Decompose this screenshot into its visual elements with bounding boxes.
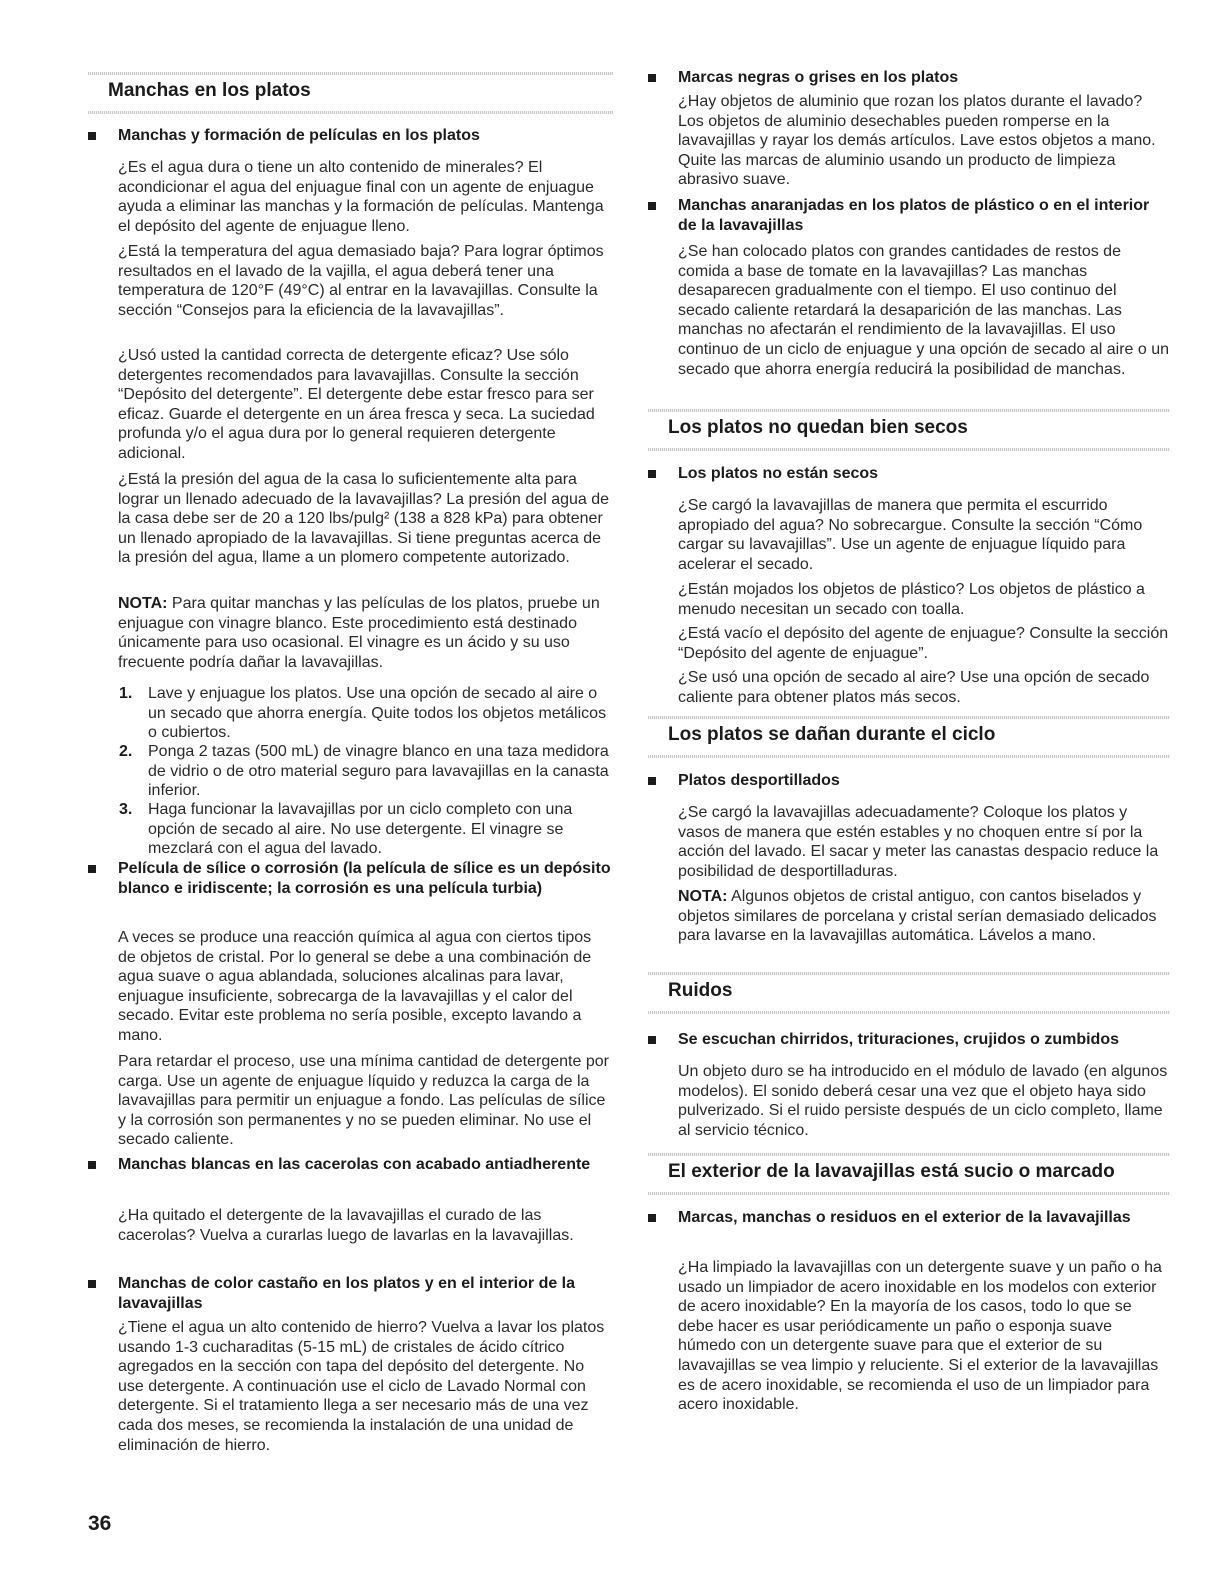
bullet-heading: [648, 68, 1170, 88]
paragraph: Para retardar el proceso, use una mínima cantidad de detergente por carga. Use un agente de enjuague líquido y reduzca la carga de la lavavajillas para permitir un enjuague a fondo. Las películas de sílice y la corrosión son permanentes y no se pueden eliminar. No use el secado caliente.: [118, 1053, 609, 1149]
header-rule: [88, 111, 613, 114]
section-header-manchas: [88, 72, 613, 114]
paragraph: ¿Usó usted la cantidad correcta de detergente eficaz? Use sólo detergentes recomendados para lavavajillas. Consulte la sección “Depósito del detergente”. El detergente debe estar fresco para ser eficaz. Guarde el detergente en un área fresca y seca. La suciedad profunda y/o el agua dura por lo general requieren detergente adicional.: [118, 347, 595, 462]
bullet-square-icon: [648, 1214, 656, 1222]
header-rule: [648, 1153, 1170, 1156]
paragraph: A veces se produce una reacción química al agua con ciertos tipos de objetos de cristal. Por lo general se debe a una combinación de agua suave o agua ablandada, soluciones alcalinas para lavar, enjuague insuficiente, sobrecarga de la lavavajillas y el calor del secado. Evitar este problema no sería posible, excepto lavando a mano.: [118, 929, 592, 1044]
note-paragraph: [648, 887, 1170, 946]
note-label: NOTA:: [118, 595, 168, 612]
bullet-heading: [88, 1274, 613, 1314]
step-text: Ponga 2 tazas (500 mL) de vinagre blanco en una taza medidora de vidrio o de otro material seguro para lavavajillas en la canasta inferior.: [148, 743, 609, 800]
bullet-square-icon: [88, 865, 96, 873]
section-header-exterior: [648, 1153, 1170, 1195]
paragraph: ¿Se cargó la lavavajillas de manera que permita el escurrido apropiado del agua? No sobrecargue. Consulte la sección “Cómo cargar su lavavajillas”. Use un agente de enjuague líquido para acelerar el secado.: [678, 497, 1143, 573]
header-rule: [648, 716, 1170, 719]
paragraph: ¿Se usó una opción de secado al aire? Use una opción de secado caliente para obtener platos más secos.: [678, 669, 1150, 706]
paragraph: Un objeto duro se ha introducido en el módulo de lavado (en algunos modelos). El sonido deberá cesar una vez que el objeto haya sido pulverizado. Si el ruido persiste después de un ciclo completo, llame al servicio técnico.: [678, 1063, 1168, 1139]
bullet-heading-text: Marcas negras o grises en los platos: [678, 69, 959, 86]
bullet-heading: [648, 196, 1170, 236]
header-rule: [648, 755, 1170, 758]
bullet-heading: [648, 464, 1170, 484]
paragraph: ¿Se cargó la lavavajillas adecuadamente? Coloque los platos y vasos de manera que estén estables y no choquen entre sí por la acción del lavado. El sacar y meter las canastas despacio reduce la posibilidad de desportilladuras.: [678, 804, 1159, 880]
bullet-heading-text: Platos desportillados: [678, 772, 840, 789]
bullet-heading-text: Manchas blancas en las cacerolas con acabado antiadherente: [118, 1156, 591, 1173]
paragraph: ¿Está vacío el depósito del agente de enjuague? Consulte la sección “Depósito del agente de enjuague”.: [678, 625, 1169, 662]
bullet-heading: [648, 1030, 1170, 1050]
header-rule: [648, 448, 1170, 451]
paragraph: ¿Están mojados los objetos de plástico? Los objetos de plástico a menudo necesitan un secado con toalla.: [678, 581, 1145, 618]
paragraph: ¿Ha limpiado la lavavajillas con un detergente suave y un paño o ha usado un limpiador de acero inoxidable en los modelos con exterior de acero inoxidable? En la mayoría de los casos, todo lo que se debe hacer es usar periódicamente un paño o esponja suave húmedo con un detergente suave para que el exterior de su lavavajillas se vea limpio y reluciente. Si el exterior de la lavavajillas es de acero inoxidable, se recomienda el uso de un limpiador para acero inoxidable.: [678, 1259, 1162, 1414]
paragraph: ¿Ha quitado el detergente de la lavavajillas el curado de las cacerolas? Vuelva a curarlas luego de lavarlas en la lavavajillas.: [118, 1207, 574, 1244]
section-title: El exterior de la lavavajillas está sucio o marcado: [668, 1161, 1115, 1182]
step-number: 3.: [119, 801, 133, 818]
bullet-heading: [88, 859, 613, 899]
bullet-heading-text: Los platos no están secos: [678, 465, 879, 482]
bullet-heading: [88, 1155, 613, 1175]
section-title: Manchas en los platos: [108, 80, 311, 101]
bullet-square-icon: [648, 74, 656, 82]
bullet-heading-text: Manchas de color castaño en los platos y en el interior de la lavavajillas: [118, 1275, 576, 1312]
bullet-square-icon: [88, 1161, 96, 1169]
bullet-square-icon: [648, 1036, 656, 1044]
bullet-square-icon: [648, 202, 656, 210]
note-text: Algunos objetos de cristal antiguo, con cantos biselados y objetos similares de porcelana y cristal serían demasiado delicados para lavarse en la lavavajillas automática. Lávelos a mano.: [678, 888, 1157, 945]
bullet-square-icon: [648, 470, 656, 478]
section-header-secos: [648, 409, 1170, 451]
bullet-heading: [648, 1208, 1170, 1228]
bullet-square-icon: [648, 777, 656, 785]
note-paragraph: [88, 594, 613, 672]
section-header-danan: [648, 716, 1170, 758]
section-header-ruidos: [648, 972, 1170, 1014]
note-label: NOTA:: [678, 888, 728, 905]
bullet-heading: [648, 771, 1170, 791]
section-title: Los platos se dañan durante el ciclo: [668, 724, 996, 745]
numbered-step: [88, 684, 613, 743]
bullet-heading-text: Marcas, manchas o residuos en el exterior de la lavavajillas: [678, 1209, 1131, 1226]
step-text: Haga funcionar la lavavajillas por un ciclo completo con una opción de secado al aire. No use detergente. El vinagre se mezclará con el agua del lavado.: [148, 801, 573, 858]
header-rule: [648, 972, 1170, 975]
paragraph: ¿Está la presión del agua de la casa lo suficientemente alta para lograr un llenado adecuado de la lavavajillas? La presión del agua de la casa debe ser de 20 a 120 lbs/pulg² (138 a 828 kPa) para obtener un llenado apropiado de la lavavajillas. Si tiene preguntas acerca de la presión del agua, llame a un plomero competente autorizado.: [118, 471, 610, 567]
step-text: Lave y enjuague los platos. Use una opción de secado al aire o un secado que ahorra energía. Quite todos los objetos metálicos o cubiertos.: [148, 685, 607, 742]
header-rule: [648, 1192, 1170, 1195]
note-text: Para quitar manchas y las películas de los platos, pruebe un enjuague con vinagre blanco. Este procedimiento está destinado únicamente para uso ocasional. El vinagre es un ácido y su uso frecuente podría dañar la lavavajillas.: [118, 595, 600, 671]
paragraph: ¿Está la temperatura del agua demasiado baja? Para lograr óptimos resultados en el lavado de la vajilla, el agua deberá tener una temperatura de 120°F (49°C) al entrar en la lavavajillas. Consulte la sección “Consejos para la eficiencia de la lavavajillas”.: [118, 243, 604, 319]
header-rule: [88, 72, 613, 75]
paragraph: ¿Se han colocado platos con grandes cantidades de restos de comida a base de tomate en la lavavajillas? Las manchas desaparecen gradualmente con el tiempo. El uso continuo del secado caliente retardará la desaparición de las manchas. Las manchas no afectarán el rendimiento de la lavavajillas. El uso continuo de un ciclo de enjuague y una opción de secado al aire o un secado que ahorra energía reducirá la posibilidad de manchas.: [678, 243, 1170, 378]
paragraph: ¿Es el agua dura o tiene un alto contenido de minerales? El acondicionar el agua del enjuague final con un agente de enjuague ayuda a eliminar las manchas y la formación de películas. Mantenga el depósito del agente de enjuague lleno.: [118, 159, 604, 235]
bullet-square-icon: [88, 1280, 96, 1288]
header-rule: [648, 409, 1170, 412]
step-number: 1.: [119, 685, 133, 702]
numbered-step: [88, 742, 613, 801]
section-title: Ruidos: [668, 980, 733, 1001]
bullet-square-icon: [88, 132, 96, 140]
paragraph: ¿Hay objetos de aluminio que rozan los platos durante el lavado? Los objetos de aluminio desechables pueden romperse en la lavavajillas y rayar los demás artículos. Lave estos objetos a mano. Quite las marcas de aluminio usando un producto de limpieza abrasivo suave.: [678, 93, 1156, 189]
bullet-heading-text: Manchas anaranjadas en los platos de plástico o en el interior de la lavavajillas: [678, 197, 1150, 234]
bullet-heading-text: Manchas y formación de películas en los platos: [118, 127, 480, 144]
page-number: 36: [88, 1512, 112, 1535]
numbered-step: [88, 800, 613, 859]
section-title: Los platos no quedan bien secos: [668, 417, 968, 438]
paragraph: ¿Tiene el agua un alto contenido de hierro? Vuelva a lavar los platos usando 1-3 cucharaditas (5-15 mL) de cristales de ácido cítrico agregados en la sección con tapa del depósito del detergente. No use detergente. A continuación use el ciclo de Lavado Normal con detergente. Si el tratamiento llega a ser necesario más de una vez cada dos meses, se recomienda la instalación de una unidad de eliminación de hierro.: [118, 1319, 605, 1454]
step-number: 2.: [119, 743, 133, 760]
bullet-heading-text: Se escuchan chirridos, trituraciones, crujidos o zumbidos: [678, 1031, 1119, 1048]
bullet-heading: [88, 126, 613, 146]
bullet-heading-text: Película de sílice o corrosión (la película de sílice es un depósito blanco e iridiscente; la corrosión es una película turbia): [118, 860, 611, 897]
header-rule: [648, 1011, 1170, 1014]
